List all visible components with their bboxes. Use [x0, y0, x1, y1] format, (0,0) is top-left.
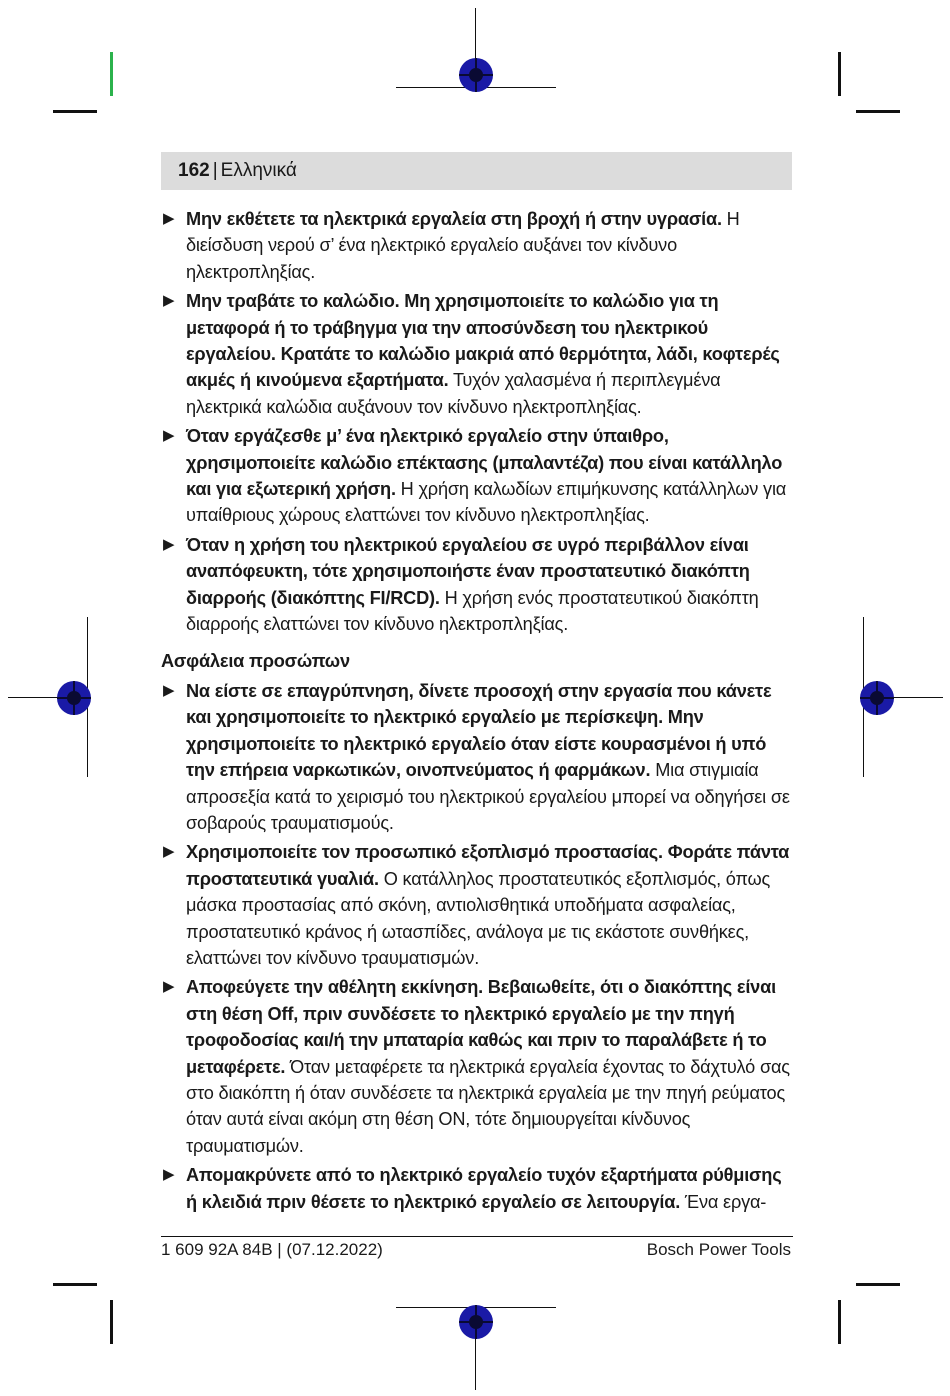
header-language: Ελληνικά [220, 160, 297, 181]
bullet-arrow-icon: ▶ [163, 1166, 175, 1184]
list-item [161, 839, 793, 971]
list-item [161, 678, 793, 836]
header-separator: | [212, 160, 218, 181]
item-instruction: Αποφεύγετε την αθέλητη εκκίνηση. Βεβαιωθείτε, ότι ο διακόπτης είναι στη θέση Off, πριν συνδέσετε το ηλεκτρικό εργαλείο με την πηγή τροφοδοσίας και/ή την μπαταρία καθώς και πριν το παραλάβετε ή το μεταφέρετε. [186, 977, 776, 1077]
page-header [161, 152, 792, 190]
bullet-arrow-icon: ▶ [163, 292, 175, 310]
item-instruction: Μην εκθέτετε τα ηλεκτρικά εργαλεία στη βροχή ή στην υγρασία. [186, 209, 722, 229]
item-instruction: Όταν η χρήση του ηλεκτρικού εργαλείου σε υγρό περιβάλλον είναι αναπόφευκτη, τότε χρησιμοποιήστε έναν προστατευτικό διακόπτη διαρροής (διακόπτης FI/RCD). [186, 534, 750, 608]
crop-mark [53, 1283, 97, 1286]
bullet-arrow-icon: ▶ [163, 843, 175, 861]
page-number: 162 [178, 160, 210, 181]
safety-list-electrical [161, 206, 793, 638]
list-item [161, 1162, 793, 1215]
registration-target-icon [860, 681, 894, 715]
item-explanation: Μια στιγμιαία απροσεξία κατά το χειρισμό του ηλεκτρικού εργαλείου μπορεί να οδηγήσει σε σοβαρούς τραυματισμούς. [186, 760, 790, 833]
item-instruction: Απομακρύνετε από το ηλεκτρικό εργαλείο τυχόν εξαρτήματα ρύθμισης ή κλειδιά πριν θέσετε το ηλεκτρικό εργαλείο σε λειτουργία. [186, 1165, 782, 1212]
crop-mark [110, 52, 113, 96]
crop-mark [110, 1300, 113, 1344]
item-explanation: Τυχόν χαλασμένα ή περιπλεγμένα ηλεκτρικά καλώδια αυξάνουν τον κίνδυνο ηλεκτροπληξίας. [186, 370, 721, 417]
item-instruction: Να είστε σε επαγρύπνηση, δίνετε προσοχή στην εργασία που κάνετε και χρησιμοποιείτε το ηλεκτρικό εργαλείο με περίσκεψη. Μην χρησιμοποιείτε το ηλεκτρικό εργαλείο όταν είστε κουρασμένοι ή υπό την επήρεια ναρκωτικών, οινοπνεύματος ή φαρμάκων. [186, 680, 772, 781]
footer-brand: Bosch Power Tools [646, 1240, 791, 1259]
item-explanation: Η χρήση ενός προστατευτικού διακόπτη διαρροής ελαττώνει τον κίνδυνο ηλεκτροπληξίας. [186, 587, 759, 635]
item-instruction: Μην τραβάτε το καλώδιο. Μη χρησιμοποιείτε το καλώδιο για τη μεταφορά ή το τράβηγμα για την αποσύνδεση του ηλεκτρικού εργαλείου. Κρατάτε το καλώδιο μακριά από θερμότητα, λάδι, κοφτερές ακμές ή κινούμενα εξαρτήματα. [186, 291, 780, 391]
item-explanation: Η χρήση καλωδίων επιμήκυνσης κατάλληλων για υπαίθριους χώρους ελαττώνει τον κίνδυνο ηλεκτροπληξίας. [186, 479, 787, 526]
list-item [161, 206, 793, 285]
list-item [161, 532, 793, 638]
safety-list-personal [161, 678, 793, 1215]
page-content [161, 206, 793, 1218]
registration-target-icon [57, 681, 91, 715]
item-explanation: Ο κατάλληλος προστατευτικός εξοπλισμός, όπως μάσκα προστασίας από σκόνη, αντιολισθητικά υποδήματα ασφαλείας, προστατευτικό κράνος ή ωτασπίδες, ανάλογα με τις εκάστοτε συνθήκες, ελαττώνει τον κίνδυνο τραυματισμών. [186, 868, 771, 968]
bullet-arrow-icon: ▶ [163, 681, 175, 699]
item-explanation: Όταν μεταφέρετε τα ηλεκτρικά εργαλεία έχοντας το δάχτυλό σας στο διακόπτη ή όταν συνδέσετε τα ηλεκτρικά εργαλεία με την πηγή ρεύματος όταν αυτά είναι ακόμη στη θέση ON, τότε δημιουργείται κίνδυνος τραυματισμών. [186, 1056, 790, 1156]
list-item [161, 974, 793, 1159]
footer-document-id: 1 609 92A 84B | (07.12.2022) [161, 1240, 383, 1259]
item-explanation: Ένα εργα- [684, 1191, 767, 1212]
crop-mark [53, 110, 97, 113]
bullet-arrow-icon: ▶ [163, 978, 175, 996]
item-explanation: Η διείσδυση νερού σ’ ένα ηλεκτρικό εργαλείο αυξάνει τον κίνδυνο ηλεκτροπληξίας. [186, 209, 740, 282]
page-footer [161, 1236, 793, 1261]
crop-mark [838, 1300, 841, 1344]
list-item [161, 288, 793, 420]
crop-mark [838, 52, 841, 96]
registration-target-icon [459, 58, 493, 92]
bullet-arrow-icon: ▶ [163, 535, 175, 553]
crop-mark [856, 1283, 900, 1286]
item-instruction: Όταν εργάζεσθε μ’ ένα ηλεκτρικό εργαλείο στην ύπαιθρο, χρησιμοποιείτε καλώδιο επέκτασης (μπαλαντέζα) που είναι κατάλληλο και για εξωτερική χρήση. [186, 426, 783, 500]
registration-target-icon [459, 1305, 493, 1339]
section-title: Ασφάλεια προσώπων [161, 650, 350, 671]
crop-mark [856, 110, 900, 113]
list-item [161, 423, 793, 529]
item-instruction: Χρησιμοποιείτε τον προσωπικό εξοπλισμό προστασίας. Φοράτε πάντα προστατευτικά γυαλιά. [186, 842, 790, 889]
bullet-arrow-icon: ▶ [163, 427, 175, 445]
bullet-arrow-icon: ▶ [163, 210, 175, 227]
